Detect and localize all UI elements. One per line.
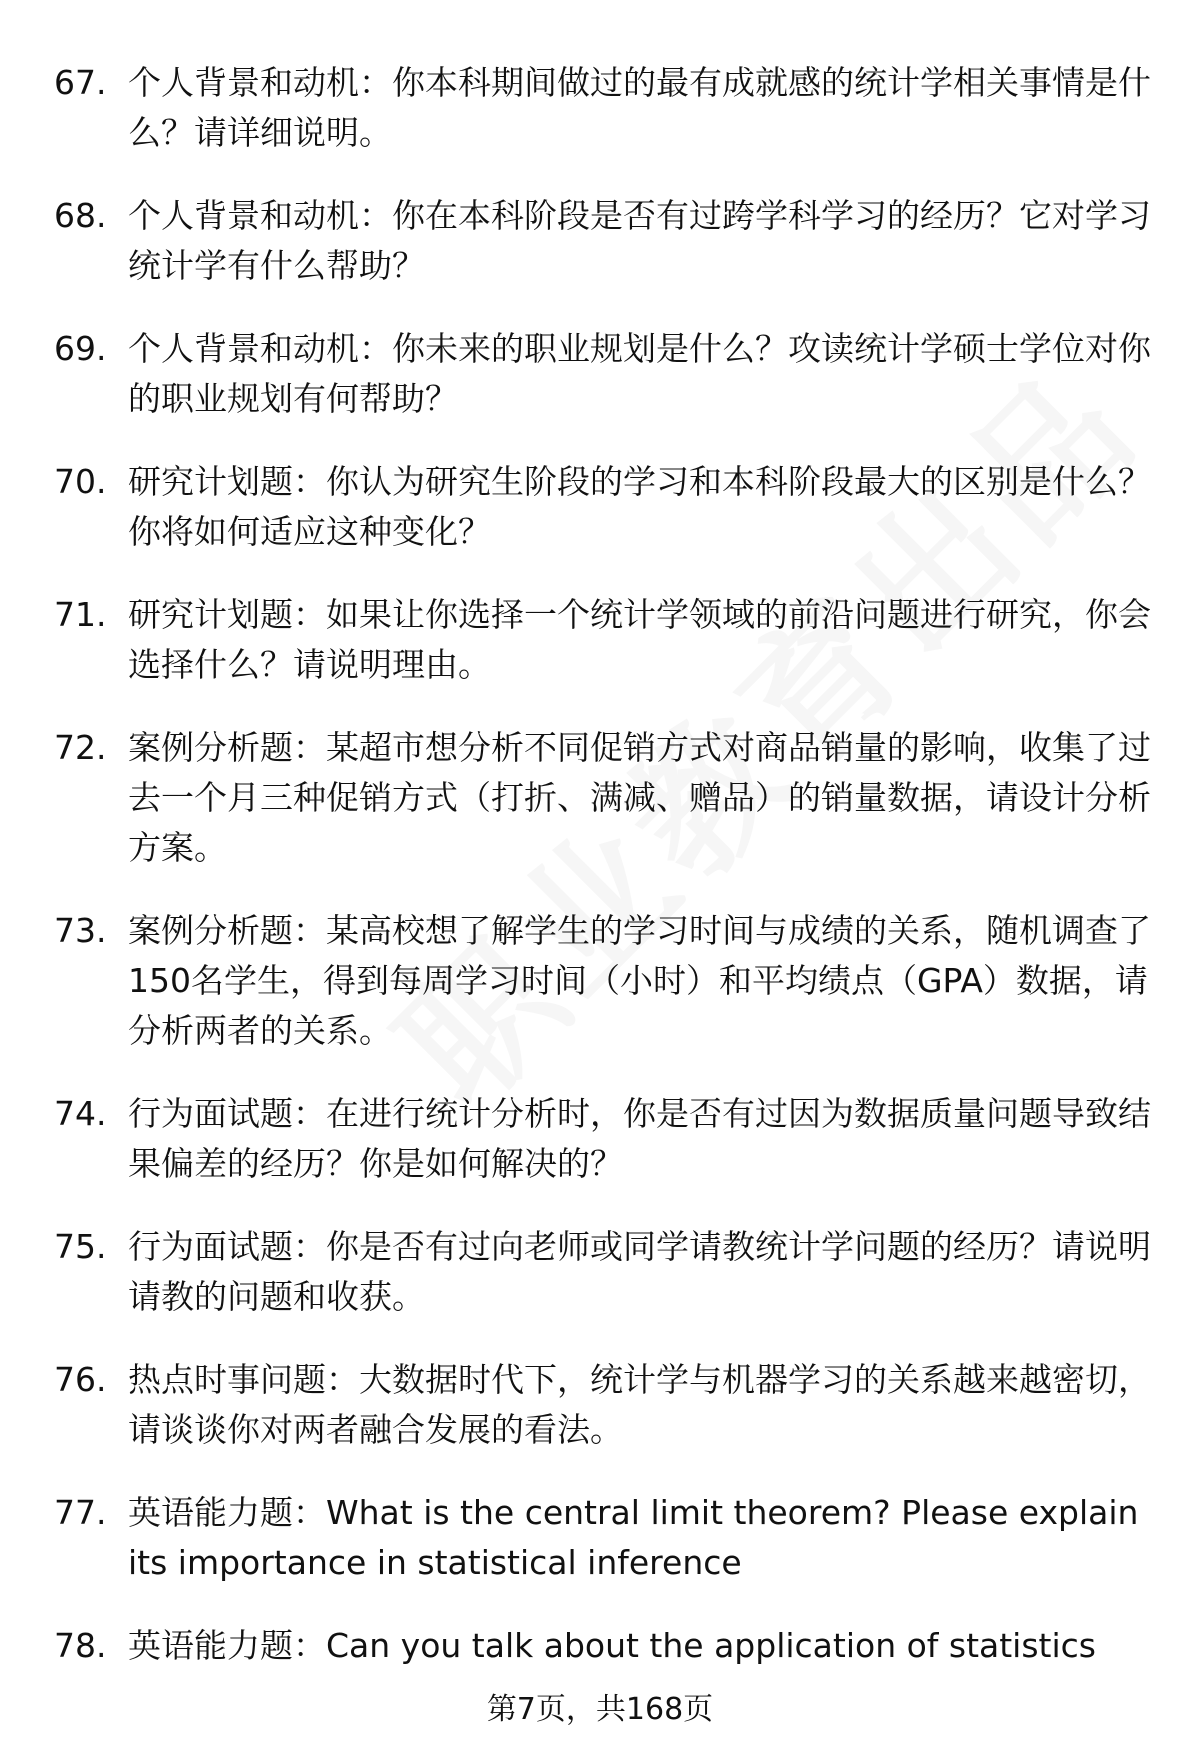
question-number: 67. [54, 63, 107, 102]
question-text: 个人背景和动机：你本科期间做过的最有成就感的统计学相关事情是什么？请详细说明。 [128, 63, 1151, 152]
list-item [54, 324, 1154, 424]
question-number: 74. [54, 1094, 107, 1133]
list-item [54, 590, 1154, 690]
list-item [54, 906, 1154, 1056]
question-text: 研究计划题：你认为研究生阶段的学习和本科阶段最大的区别是什么？你将如何适应这种变化？ [128, 462, 1151, 551]
question-number: 72. [54, 728, 107, 767]
question-text: 英语能力题：Can you talk about the application of statistics [128, 1626, 1096, 1665]
question-number: 78. [54, 1626, 107, 1665]
question-text: 英语能力题：What is the central limit theorem? Please explain its importance in statistical inference [128, 1493, 1139, 1582]
question-number: 69. [54, 329, 107, 368]
question-text: 行为面试题：你是否有过向老师或同学请教统计学问题的经历？请说明请教的问题和收获。 [128, 1227, 1151, 1316]
list-item [54, 1488, 1154, 1588]
question-text: 研究计划题：如果让你选择一个统计学领域的前沿问题进行研究，你会选择什么？请说明理由。 [128, 595, 1151, 684]
list-item [54, 58, 1154, 158]
question-number: 68. [54, 196, 107, 235]
question-text: 行为面试题：在进行统计分析时，你是否有过因为数据质量问题导致结果偏差的经历？你是如何解决的？ [128, 1094, 1151, 1183]
list-item [54, 191, 1154, 291]
question-number: 76. [54, 1360, 107, 1399]
question-text: 案例分析题：某高校想了解学生的学习时间与成绩的关系，随机调查了150名学生，得到每周学习时间（小时）和平均绩点（GPA）数据，请分析两者的关系。 [128, 911, 1151, 1050]
question-number: 70. [54, 462, 107, 501]
list-item [54, 457, 1154, 557]
list-item [54, 1222, 1154, 1322]
list-item [54, 1621, 1154, 1671]
question-text: 热点时事问题：大数据时代下，统计学与机器学习的关系越来越密切，请谈谈你对两者融合发展的看法。 [128, 1360, 1151, 1449]
question-number: 71. [54, 595, 107, 634]
list-item [54, 1089, 1154, 1189]
question-text: 个人背景和动机：你在本科阶段是否有过跨学科学习的经历？它对学习统计学有什么帮助？ [128, 196, 1151, 285]
question-text: 案例分析题：某超市想分析不同促销方式对商品销量的影响，收集了过去一个月三种促销方式（打折、满减、赠品）的销量数据，请设计分析方案。 [128, 728, 1151, 867]
question-number: 77. [54, 1493, 107, 1532]
list-item [54, 1355, 1154, 1455]
list-item [54, 723, 1154, 873]
question-number: 75. [54, 1227, 107, 1266]
question-number: 73. [54, 911, 107, 950]
question-list [54, 58, 1154, 1704]
page-number-footer: 第7页，共168页 [486, 1692, 714, 1727]
question-text: 个人背景和动机：你未来的职业规划是什么？攻读统计学硕士学位对你的职业规划有何帮助？ [128, 329, 1151, 418]
